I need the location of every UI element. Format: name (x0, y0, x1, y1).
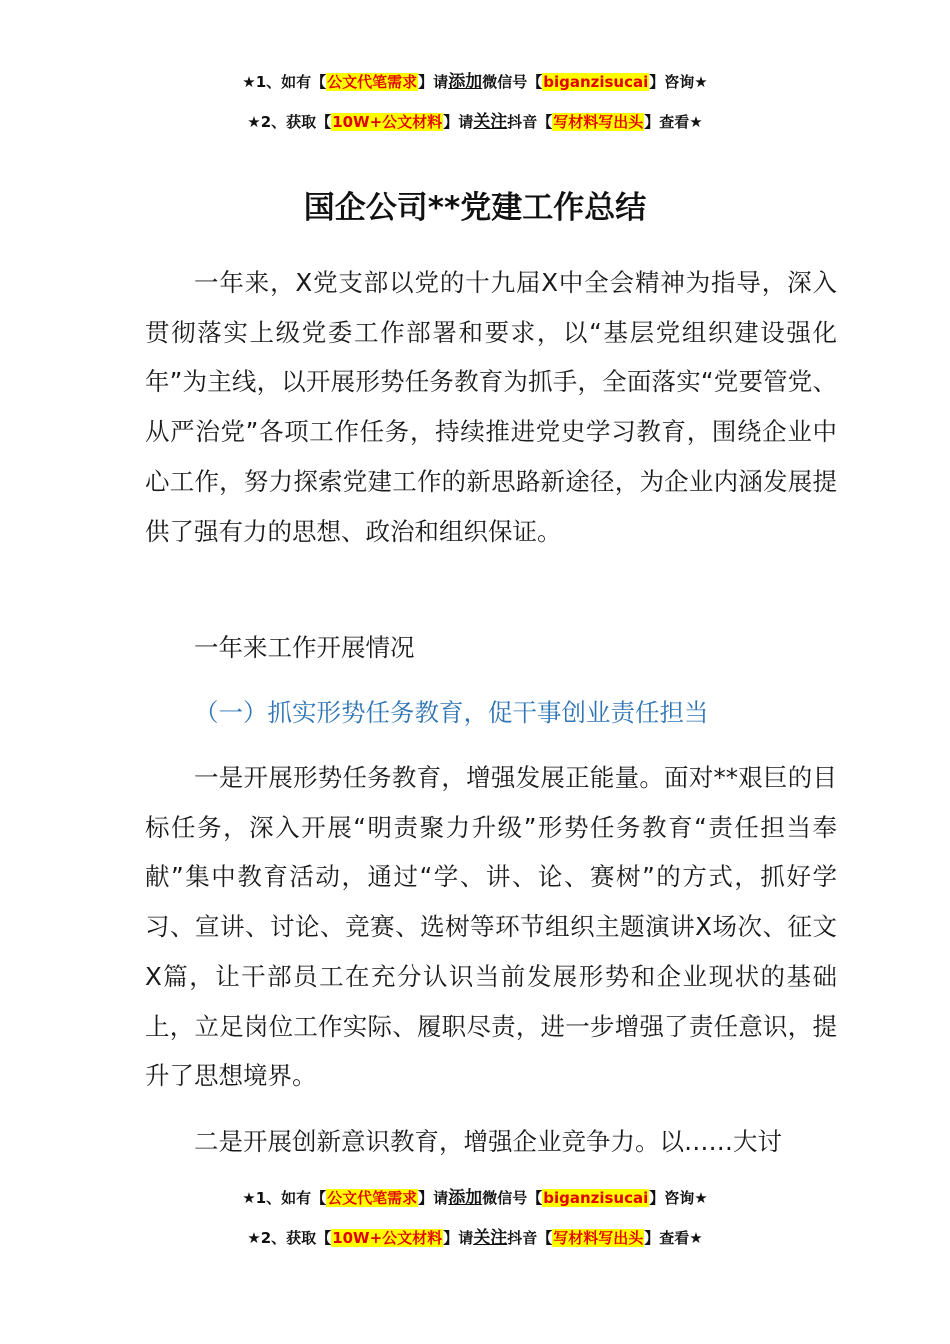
promo-text: 】查看★ (644, 1229, 703, 1247)
promo-underlined: 关注 (473, 112, 508, 132)
promo-underlined: 添加 (448, 72, 483, 92)
promo-highlight: 10W+公文材料 (332, 113, 443, 131)
promo-text: ★2、获取【 (247, 1229, 332, 1247)
body-paragraph-2: 二是开展创新意识教育，增强企业竞争力。以……大讨 (194, 1127, 782, 1156)
footer-promo-line-2 (0, 1227, 950, 1249)
promo-text: 】请 (418, 73, 449, 91)
promo-highlight: 公文代笔需求 (327, 1189, 418, 1207)
promo-douyin-id: 写材料写出头 (553, 1229, 644, 1247)
body-paragraph-1: 一是开展形势任务教育，增强发展正能量。面对**艰巨的目标任务，深入开展“明责聚力升级”形势任务教育“责任担当奉献”集中教育活动，通过“学、讲、论、赛树”的方式，抓好学习、宣讲、讨论、竞赛、选树等环节组织主题演讲X场次、征文X篇，让干部员工在充分认识当前发展形势和企业现状的基础上，立足岗位工作实际、履职尽责，进一步增强了责任意识，提升了思想境界。 (145, 763, 837, 1091)
promo-text: 微信号【 (482, 1189, 543, 1207)
intro-paragraph: 一年来，X党支部以党的十九届X中全会精神为指导，深入贯彻落实上级党委工作部署和要求，以“基层党组织建设强化年”为主线，以开展形势任务教育为抓手，全面落实“党要管党、从严治党”各项工作任务，持续推进党史学习教育，围绕企业中心工作，努力探索党建工作的新思路新途径，为企业内涵发展提供了强有力的思想、政治和组织保证。 (145, 268, 837, 546)
promo-highlight: 公文代笔需求 (327, 73, 418, 91)
footer-promo-line-1 (0, 1187, 950, 1209)
promo-highlight: 10W+公文材料 (332, 1229, 443, 1247)
promo-underlined: 添加 (448, 1188, 483, 1208)
promo-text: 抖音【 (507, 1229, 553, 1247)
promo-text: ★2、获取【 (247, 113, 332, 131)
promo-text: ★1、如有【 (242, 1189, 327, 1207)
promo-text: ★1、如有【 (242, 73, 327, 91)
promo-text: 抖音【 (507, 113, 553, 131)
promo-text: 】请 (418, 1189, 449, 1207)
promo-douyin-id: 写材料写出头 (553, 113, 644, 131)
promo-underlined: 关注 (473, 1228, 508, 1248)
promo-text: 微信号【 (482, 73, 543, 91)
promo-wechat-id: biganzisucai (543, 1189, 649, 1207)
promo-text: 】查看★ (644, 113, 703, 131)
subheading-1: （一）抓实形势任务教育，促干事创业责任担当 (194, 698, 709, 727)
promo-text: 】请 (443, 113, 474, 131)
promo-wechat-id: biganzisucai (543, 73, 649, 91)
promo-text: 】请 (443, 1229, 474, 1247)
promo-text: 】咨询★ (649, 73, 708, 91)
section-heading: 一年来工作开展情况 (194, 633, 415, 662)
header-promo-line-1 (0, 71, 950, 93)
header-promo-line-2 (0, 111, 950, 133)
promo-text: 】咨询★ (649, 1189, 708, 1207)
document-title: 国企公司**党建工作总结 (303, 190, 647, 226)
